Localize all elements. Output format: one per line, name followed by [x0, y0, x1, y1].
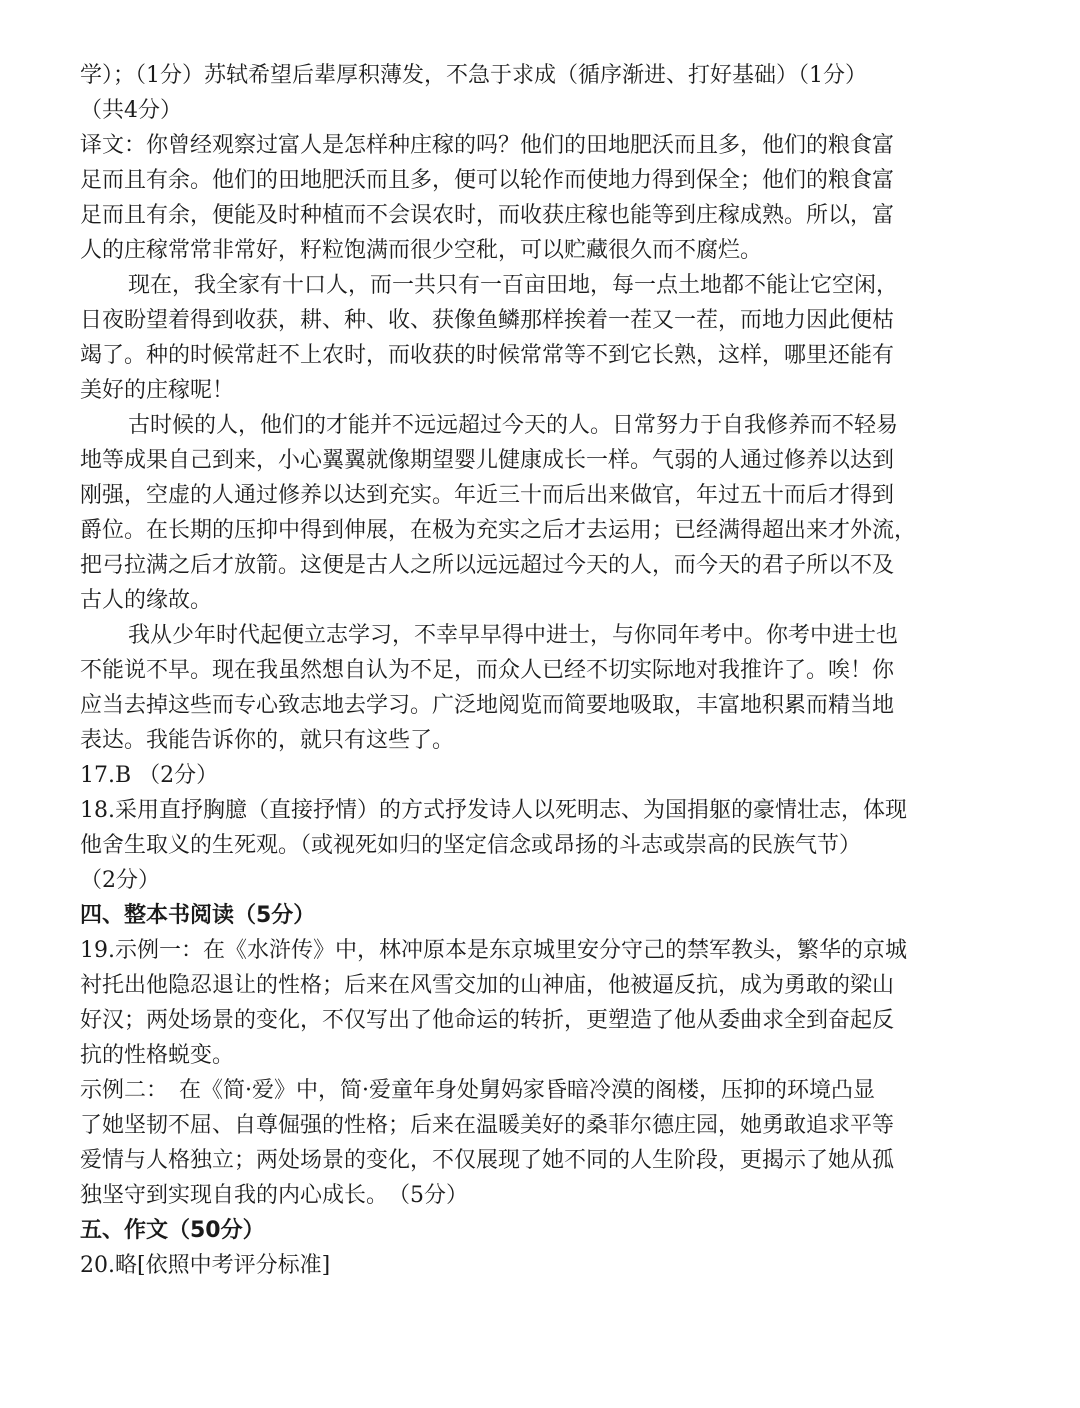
text-line: 抗的性格蜕变。 — [80, 1043, 235, 1068]
text-line: 我从少年时代起便立志学习，不幸早早得中进士，与你同年考中。你考中进士也 — [128, 623, 899, 648]
text-line: 学）；（1分）苏轼希望后辈厚积薄发，不急于求成（循序渐进、打好基础）（1分） — [80, 63, 867, 88]
q17-answer — [80, 758, 1020, 793]
translation-para-2 — [80, 268, 1020, 408]
text-line: 不能说不早。现在我虽然想自认为不足，而众人已经不切实际地对我推许了。唉！你 — [80, 658, 895, 683]
text-line: （2分） — [80, 868, 160, 893]
q20-answer — [80, 1248, 1020, 1283]
section-heading-composition — [80, 1213, 1020, 1248]
text-line: 表达。我能告诉你的，就只有这些了。 — [80, 728, 455, 753]
text-line: 20.略[依照中考评分标准] — [80, 1253, 331, 1278]
text-line: 刚强，空虚的人通过修养以达到充实。年近三十而后出来做官，年过五十而后才得到 — [80, 483, 895, 508]
heading-text: 四、整本书阅读（5分） — [80, 903, 316, 928]
text-line: 现在，我全家有十口人，而一共只有一百亩田地，每一点土地都不能让它空闲， — [128, 273, 899, 298]
text-line: 古人的缘故。 — [80, 588, 213, 613]
text-line: 17.B （2分） — [80, 763, 219, 788]
answer-page — [80, 58, 1020, 1283]
text-line: 古时候的人，他们的才能并不远远超过今天的人。日常努力于自我修养而不轻易 — [128, 413, 899, 438]
text-line: 爱情与人格独立；两处场景的变化，不仅展现了她不同的人生阶段，更揭示了她从孤 — [80, 1148, 895, 1173]
text-line: 了她坚韧不屈、自尊倔强的性格；后来在温暖美好的桑菲尔德庄园，她勇敢追求平等 — [80, 1113, 895, 1138]
heading-text: 五、作文（50分） — [80, 1218, 265, 1243]
text-line: 人的庄稼常常非常好，籽粒饱满而很少空秕，可以贮藏很久而不腐烂。 — [80, 238, 763, 263]
q18-answer — [80, 793, 1020, 898]
text-line: 美好的庄稼呢！ — [80, 378, 235, 403]
text-line: 把弓拉满之后才放箭。这便是古人之所以远远超过今天的人，而今天的君子所以不及 — [80, 553, 895, 578]
text-line: 好汉；两处场景的变化，不仅写出了他命运的转折，更塑造了他从委曲求全到奋起反 — [80, 1008, 895, 1033]
text-line: 18.采用直抒胸臆（直接抒情）的方式抒发诗人以死明志、为国捐躯的豪情壮志，体现 — [80, 798, 907, 823]
text-line: 独坚守到实现自我的内心成长。 （5分） — [80, 1183, 468, 1208]
translation-para-1 — [80, 128, 1020, 268]
text-line: 衬托出他隐忍退让的性格；后来在风雪交加的山神庙，他被逼反抗，成为勇敢的梁山 — [80, 973, 895, 998]
text-line: 日夜盼望着得到收获，耕、种、收、获像鱼鳞那样挨着一茬又一茬，而地力因此便枯 — [80, 308, 895, 333]
section-heading-whole-book-reading — [80, 898, 1020, 933]
text-line: 19.示例一：在《水浒传》中，林冲原本是东京城里安分守己的禁军教头，繁华的京城 — [80, 938, 907, 963]
text-line: 足而且有余，便能及时种植而不会误农时，而收获庄稼也能等到庄稼成熟。所以，富 — [80, 203, 895, 228]
text-line: 地等成果自己到来，小心翼翼就像期望婴儿健康成长一样。气弱的人通过修养以达到 — [80, 448, 895, 473]
text-line: 爵位。在长期的压抑中得到伸展，在极为充实之后才去运用；已经满得超出来才外流， — [80, 518, 917, 543]
text-line: 他舍生取义的生死观。（或视死如归的坚定信念或昂扬的斗志或崇高的民族气节） — [80, 833, 862, 858]
q19-example-1 — [80, 933, 1020, 1073]
text-line: 足而且有余。他们的田地肥沃而且多，便可以轮作而使地力得到保全；他们的粮食富 — [80, 168, 895, 193]
q19-example-2 — [80, 1073, 1020, 1213]
text-line: 应当去掉这些而专心致志地去学习。广泛地阅览而简要地吸取，丰富地积累而精当地 — [80, 693, 895, 718]
text-line: （共4分） — [80, 98, 182, 123]
text-line: 竭了。种的时候常赶不上农时，而收获的时候常常等不到它长熟，这样，哪里还能有 — [80, 343, 895, 368]
translation-para-4 — [80, 618, 1020, 758]
translation-para-3 — [80, 408, 1020, 618]
q16-answer-tail — [80, 58, 1020, 128]
text-line: 译文：你曾经观察过富人是怎样种庄稼的吗？他们的田地肥沃而且多，他们的粮食富 — [80, 133, 895, 158]
text-line: 示例二： 在《简·爱》中，简·爱童年身处舅妈家昏暗冷漠的阁楼，压抑的环境凸显 — [80, 1078, 875, 1103]
